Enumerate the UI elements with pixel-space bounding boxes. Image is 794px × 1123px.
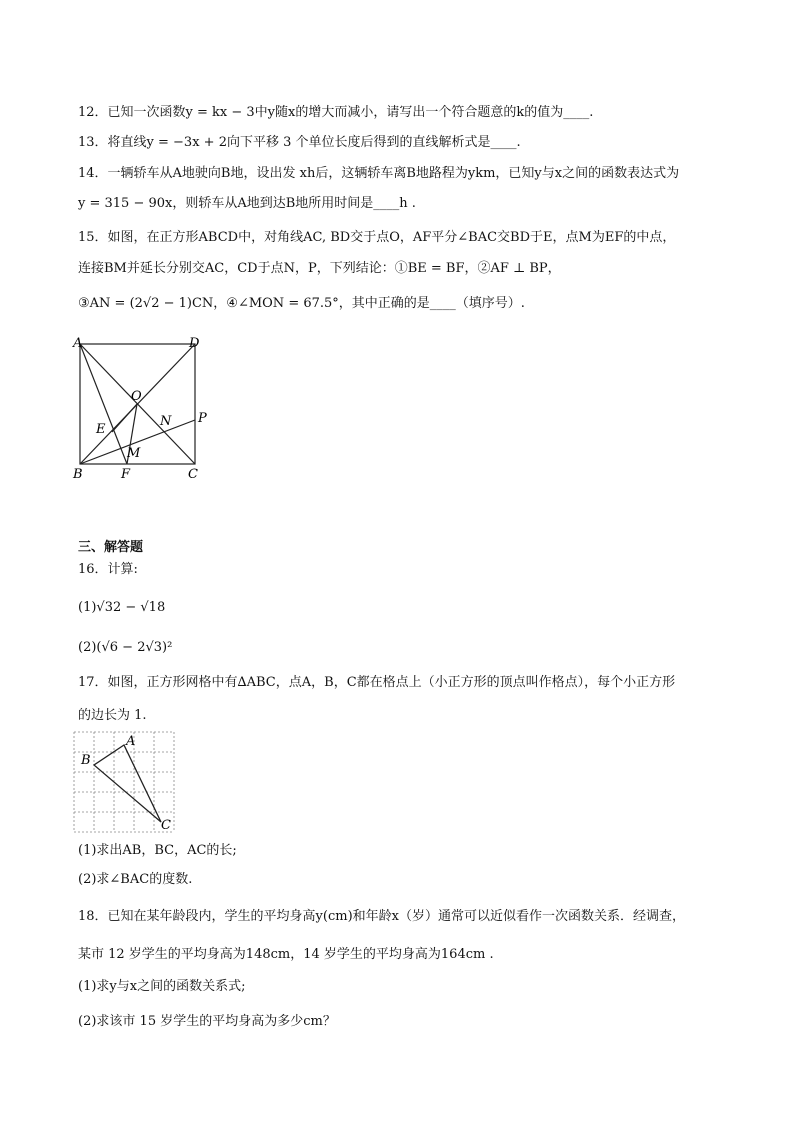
question-13: 13．将直线y = −3x + 2向下平移 3 个单位长度后得到的直线解析式是____. <box>78 135 521 150</box>
label-n: N <box>160 414 172 429</box>
grid-label-a: A <box>126 734 136 749</box>
question-15-line-3: ③AN = (2√2 − 1)CN，④∠MON = 67.5°，其中正确的是____（填序号）. <box>78 296 525 311</box>
triangle-abc <box>94 745 161 822</box>
grid-figure <box>70 728 182 836</box>
question-14-line-2: y = 315 − 90x，则轿车从A地到达B地所用时间是____h . <box>78 196 416 211</box>
label-a: A <box>73 336 83 351</box>
grid-label-b: B <box>81 753 91 768</box>
square-figure <box>68 332 218 484</box>
label-b: B <box>73 467 83 482</box>
label-d: D <box>189 336 200 351</box>
question-15-line-2: 连接BM并延长分别交AC，CD于点N，P，下列结论：①BE = BF，②AF ⊥ BP， <box>78 261 561 276</box>
label-c: C <box>188 467 198 482</box>
question-16-part-2: (2)(√6 − 2√3)² <box>78 640 173 655</box>
question-14-line-1: 14．一辆轿车从A地驶向B地，设出发 xh后，这辆轿车离B地路程为ykm，已知y与x之间的函数表达式为 <box>78 166 680 181</box>
label-p: P <box>198 411 207 426</box>
segment-af <box>80 344 127 464</box>
question-15-line-1: 15．如图，在正方形ABCD中，对角线AC, BD交于点O，AF平分∠BAC交BD于E，点M为EF的中点， <box>78 230 676 245</box>
label-e: E <box>96 422 106 437</box>
question-16-part-1: (1)√32 − √18 <box>78 600 166 615</box>
question-12: 12．已知一次函数y = kx − 3中y随x的增大而减小，请写出一个符合题意的k的值为____. <box>78 105 594 120</box>
question-18-part-2: (2)求该市 15 岁学生的平均身高为多少cm？ <box>78 1014 336 1029</box>
question-18-line-1: 18．已知在某年龄段内，学生的平均身高y(cm)和年龄x（岁）通常可以近似看作一次函数关系．经调查， <box>78 909 685 924</box>
grid-label-c: C <box>161 818 171 833</box>
question-17-line-1: 17．如图，正方形网格中有∆ABC，点A，B，C都在格点上（小正方形的顶点叫作格点），每个小正方形 <box>78 675 676 690</box>
section-heading: 三、解答题 <box>78 540 144 555</box>
question-18-line-2: 某市 12 岁学生的平均身高为148cm，14 岁学生的平均身高为164cm . <box>78 947 494 962</box>
label-o: O <box>131 389 142 404</box>
question-16-title: 16．计算: <box>78 562 138 577</box>
question-17-line-2: 的边长为 1. <box>78 708 147 723</box>
question-18-part-1: (1)求y与x之间的函数关系式; <box>78 979 246 994</box>
label-m: M <box>127 446 141 461</box>
question-17-part-1: (1)求出AB，BC，AC的长; <box>78 843 237 858</box>
label-f: F <box>121 467 131 482</box>
question-17-part-2: (2)求∠BAC的度数. <box>78 872 193 887</box>
